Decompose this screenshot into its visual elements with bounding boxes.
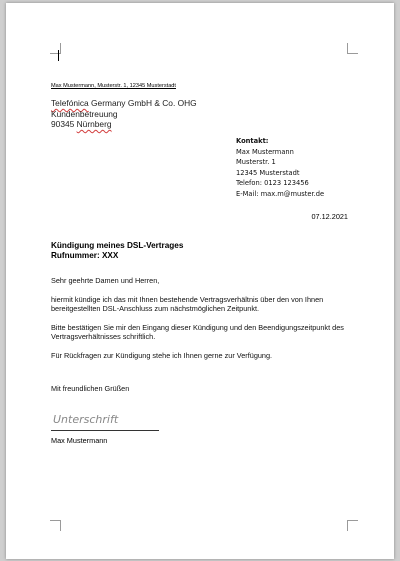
signature-placeholder: Unterschrift <box>53 413 119 426</box>
recipient-city <box>51 119 197 130</box>
contact-name: Max Mustermann <box>236 147 294 156</box>
letter-date: 07.12.2021 <box>311 212 348 221</box>
recipient-zip: 90345 <box>51 119 77 129</box>
closing: Mit freundlichen Grüßen <box>51 384 130 393</box>
signer-name: Max Mustermann <box>51 436 108 445</box>
recipient-company <box>51 98 197 109</box>
recipient-address <box>51 98 197 130</box>
contact-email: E-Mail: max.m@muster.de <box>236 189 325 198</box>
signature-line <box>51 430 159 431</box>
subject-block <box>51 241 183 261</box>
crop-mark-bottom-right <box>347 520 358 531</box>
spellcheck-word[interactable]: Telefónica <box>51 98 89 108</box>
crop-mark-top-right <box>347 43 358 54</box>
recipient-department: Kundenbetreuung <box>51 108 118 119</box>
spellcheck-word[interactable]: Nürnberg <box>76 119 112 129</box>
document-page[interactable] <box>6 3 394 559</box>
body-paragraph-2: Bitte bestätigen Sie mir den Eingang dieser Kündigung und den Beendigungszeitpunkt des Vertragsverhältnisses schriftlich. <box>51 323 344 342</box>
subject-line: Kündigung meines DSL-Vertrages <box>51 241 184 250</box>
contact-heading: Kontakt: <box>236 137 269 145</box>
body-paragraph-3: Für Rückfragen zur Kündigung stehe ich Ihnen gerne zur Verfügung. <box>51 351 273 360</box>
contact-city: 12345 Musterstadt <box>236 168 300 177</box>
reference-line: Rufnummer: XXX <box>51 251 119 260</box>
body-paragraph-1: hiermit kündige ich das mit Ihnen bestehende Vertragsverhältnis über den von Ihnen bereitgestellten DSL-Anschluss zum nächstmöglichen Zeitpunkt. <box>51 295 324 314</box>
salutation: Sehr geehrte Damen und Herren, <box>51 276 160 285</box>
sender-address-line: Max Mustermann, Musterstr. 1, 12345 Musterstadt <box>51 83 176 89</box>
crop-mark-top-left <box>50 43 61 54</box>
contact-block <box>236 136 324 200</box>
contact-street: Musterstr. 1 <box>236 158 276 167</box>
text-cursor <box>58 50 59 61</box>
contact-phone: Telefon: 0123 123456 <box>236 179 309 188</box>
crop-mark-bottom-left <box>50 520 61 531</box>
recipient-company-rest: Germany GmbH & Co. OHG <box>88 98 197 108</box>
